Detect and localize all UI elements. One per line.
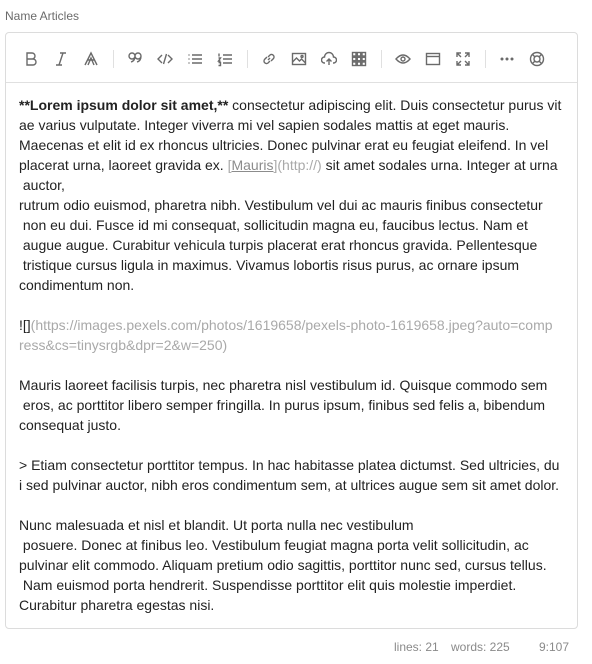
text-line: eros, ac porttitor libero semper fringilla. In purus ipsum, finibus sed felis a, bibendum — [19, 397, 546, 413]
code-icon[interactable] — [155, 49, 175, 69]
text-line: > Etiam consectetur porttitor tempus. In hac habitasse platea dictumst. Sed ultricies, du — [19, 457, 560, 473]
toolbar-divider — [485, 50, 486, 68]
upload-icon[interactable] — [319, 49, 339, 69]
toolbar-divider — [113, 50, 114, 68]
fullscreen-icon[interactable] — [453, 49, 473, 69]
text-line: ress&cs=tinysrgb&dpr=2&w=250) — [19, 337, 228, 353]
bold-text: **Lorem ipsum dolor sit amet,** — [19, 97, 229, 113]
text-line: condimentum non. — [19, 277, 135, 293]
blank-line — [19, 295, 567, 315]
link-url: (http://) — [277, 157, 322, 173]
side-by-side-icon[interactable] — [423, 49, 443, 69]
text-line: Nam euismod porta hendrerit. Suspendisse porttitor elit quis molestie imperdiet. — [19, 577, 517, 593]
markdown-editor[interactable] — [5, 32, 578, 629]
text-line: auctor, — [19, 177, 65, 193]
unordered-list-icon[interactable] — [185, 49, 205, 69]
text-line: **Lorem ipsum dolor sit amet,** consectetur adipiscing elit. Duis consectetur purus vit — [19, 97, 562, 113]
text-line: Maecenas et elit id ex rhoncus ultricies. Donec pulvinar erat eu feugiat eleifend. In vel — [19, 137, 549, 153]
text-line: Nunc malesuada et nisl et blandit. Ut porta nulla nec vestibulum — [19, 517, 414, 533]
link-icon[interactable] — [259, 49, 279, 69]
more-icon[interactable] — [497, 49, 517, 69]
status-lines: lines: 21 — [394, 640, 439, 654]
text-line: augue augue. Curabitur vehicula turpis placerat erat rhoncus gravida. Pellentesque — [19, 237, 538, 253]
text-line: tristique cursus ligula in maximus. Vivamus lobortis risus purus, ac ornare ipsum — [19, 257, 520, 273]
text-line — [19, 315, 567, 335]
quote-icon[interactable] — [125, 49, 145, 69]
toolbar-divider — [381, 50, 382, 68]
preview-icon[interactable] — [393, 49, 413, 69]
heading-icon[interactable] — [81, 49, 101, 69]
image-url: (https://images.pexels.com/photos/1619658/pexels-photo-1619658.jpeg?auto=comp — [30, 317, 553, 333]
editor-content[interactable] — [19, 95, 567, 615]
toolbar-divider — [247, 50, 248, 68]
blank-line — [19, 355, 567, 375]
bold-icon[interactable] — [21, 49, 41, 69]
status-words: words: 225 — [451, 640, 510, 654]
text-line: ae varius vulputate. Integer viverra mi vel sapien sodales mattis at eget mauris. — [19, 117, 510, 133]
image-icon[interactable] — [289, 49, 309, 69]
text-line: pulvinar elit commodo. Aliquam pretium odio sagittis, porttitor nunc sed, cursus tellus. — [19, 557, 547, 573]
text-line: consequat justo. — [19, 417, 121, 433]
text-line: posuere. Donec at finibus leo. Vestibulum feugiat magna porta velit sollicitudin, ac — [19, 537, 529, 553]
text-line: Mauris laoreet facilisis turpis, nec pharetra nisl vestibulum id. Quisque commodo sem — [19, 377, 548, 393]
ordered-list-icon[interactable] — [215, 49, 235, 69]
field-label: Name Articles — [5, 9, 80, 23]
guide-icon[interactable] — [527, 49, 547, 69]
text-line: non eu dui. Fusce id mi consequat, sollicitudin magna eu, faucibus lectus. Nam et — [19, 217, 528, 233]
blank-line — [19, 435, 567, 455]
blank-line — [19, 495, 567, 515]
text-line: rutrum odio euismod, pharetra nibh. Vestibulum vel dui ac mauris finibus consectetur — [19, 197, 543, 213]
table-icon[interactable] — [349, 49, 369, 69]
text-line: Curabitur pharetra egestas nisi. — [19, 597, 215, 613]
status-cursor: 9:107 — [539, 640, 570, 654]
editor-toolbar — [6, 33, 577, 83]
image-markup: ![] — [19, 317, 31, 333]
text-line: i sed pulvinar auctor, nibh eros condimentum sem, at ultrices augue sem sit amet dolor. — [19, 477, 560, 493]
text-line: placerat urna, laoreet gravida ex. [Mauris](http://) sit amet sodales urna. Integer at urna — [19, 157, 558, 173]
italic-icon[interactable] — [51, 49, 71, 69]
link-text[interactable]: Mauris — [231, 157, 274, 173]
